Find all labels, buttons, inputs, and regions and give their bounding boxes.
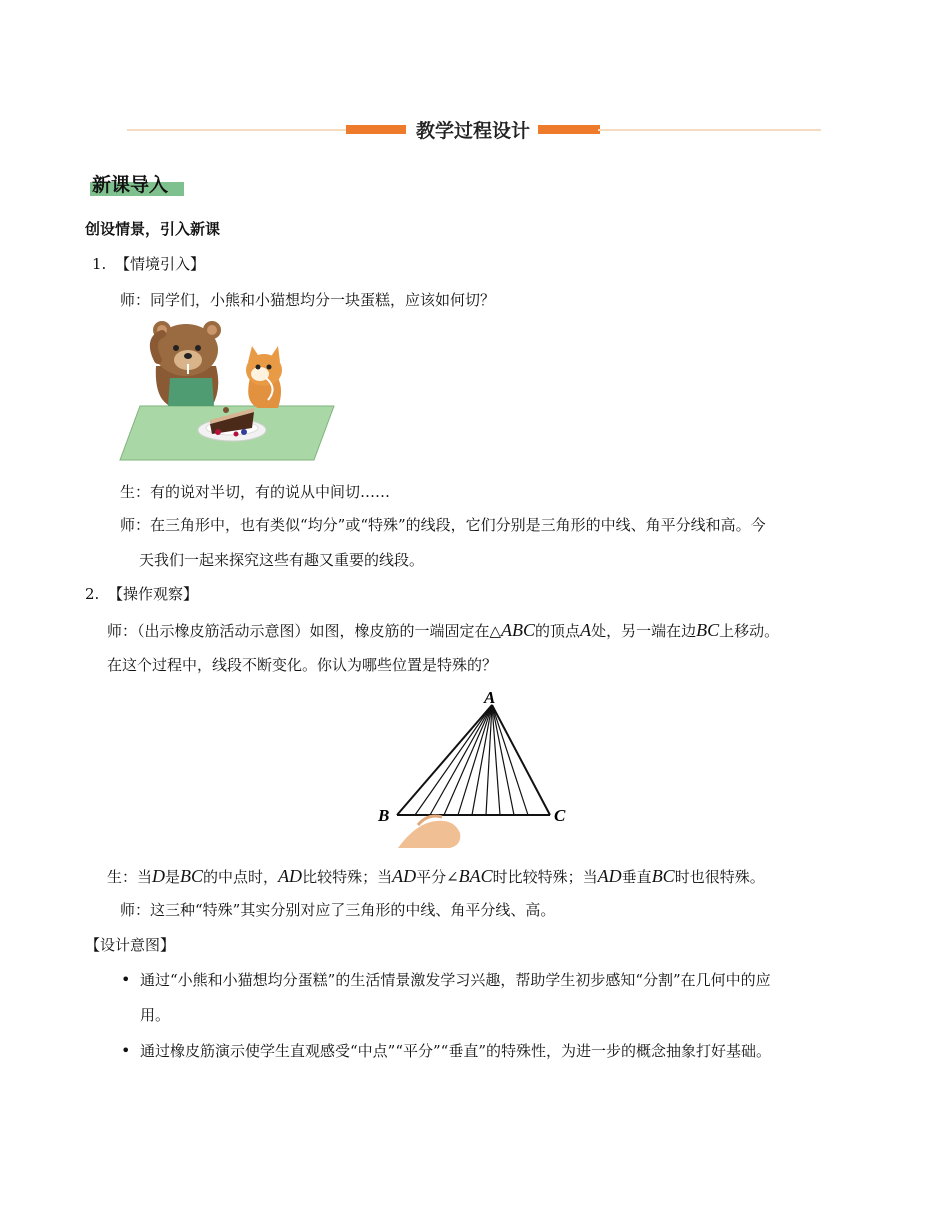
- vertex-label-c: C: [554, 806, 566, 825]
- item-1-number: 1.: [92, 255, 107, 273]
- header-bar-right: [538, 125, 600, 134]
- design-intent-title: 【设计意图】: [85, 936, 176, 954]
- design-intent-bullet-1: • 通过“小熊和小猫想均分蛋糕”的生活情景激发学习兴趣，帮助学生初步感知“分割”在几何中的应: [140, 970, 771, 990]
- teacher-instruction-line-2: 在这个过程中，线段不断变化。你认为哪些位置是特殊的？: [107, 656, 498, 674]
- header-rule-left: [127, 129, 349, 131]
- teacher-explain-line-2: 天我们一起来探究这些有趣又重要的线段。: [139, 551, 425, 569]
- page-title: 教学过程设计: [406, 116, 540, 143]
- subheading: 创设情景，引入新课: [85, 220, 221, 238]
- design-intent-bullet-1-cont: 用。: [140, 1006, 171, 1024]
- math-A: A: [580, 620, 592, 640]
- student-answer: 生：有的说对半切，有的说从中间切……: [120, 483, 391, 501]
- bear-icon: [153, 321, 221, 406]
- vertex-label-b: B: [378, 806, 390, 825]
- text-run: 的顶点: [535, 622, 581, 640]
- student-response: [107, 866, 765, 887]
- section-tag: [90, 170, 184, 196]
- bear-cat-cake-illustration: [118, 320, 336, 462]
- math-D: D: [152, 866, 166, 886]
- text-run: 的中点时，: [203, 868, 279, 886]
- text-run: 处，另一端在边: [591, 622, 697, 640]
- section-tag-label: 新课导入: [92, 174, 169, 196]
- design-intent-bullet-2: • 通过橡皮筋演示使学生直观感受“中点”“平分”“垂直”的特殊性，为进一步的概念抽象打好基础。: [140, 1041, 771, 1061]
- vertex-label-a: A: [484, 688, 496, 707]
- text-run: 垂直: [621, 868, 652, 886]
- rubber-band-triangle-figure: [370, 683, 580, 853]
- item-1-title: 【情境引入】: [115, 255, 206, 273]
- teacher-summary: 师：这三种“特殊”其实分别对应了三角形的中线、角平分线、高。: [120, 901, 556, 919]
- hand-icon: [398, 816, 460, 848]
- text-run: 师：（出示橡皮筋活动示意图）如图，橡皮筋的一端固定在△: [107, 622, 502, 640]
- cat-icon: [246, 346, 282, 408]
- math-ABC: ABC: [501, 620, 536, 640]
- teacher-question: 师：同学们，小熊和小猫想均分一块蛋糕，应该如何切？: [120, 291, 496, 309]
- text-run: 时比较特殊；当: [492, 868, 598, 886]
- teacher-instruction-line-1: [107, 620, 779, 641]
- text-run: 平分∠: [416, 868, 459, 886]
- math-BC: BC: [180, 866, 204, 886]
- header-rule-right: [598, 129, 821, 131]
- rubber-band-lines: [415, 705, 528, 815]
- math-BC: BC: [651, 866, 675, 886]
- text-run: 时也很特殊。: [674, 868, 765, 886]
- item-2-title: 【操作观察】: [108, 585, 199, 603]
- text-run: 比较特殊；当: [302, 868, 393, 886]
- math-AD: AD: [278, 866, 303, 886]
- triangle-abc: [397, 705, 550, 815]
- text-run: 上移动。: [719, 622, 780, 640]
- text-run: 生：当: [107, 868, 153, 886]
- text-run: 是: [165, 868, 181, 886]
- math-BAC: BAC: [458, 866, 493, 886]
- math-AD: AD: [597, 866, 622, 886]
- math-AD: AD: [392, 866, 417, 886]
- teacher-explain-line-1: 师：在三角形中，也有类似“均分”或“特殊”的线段，它们分别是三角形的中线、角平分线和高。今: [120, 516, 766, 534]
- item-2-number: 2.: [85, 585, 100, 603]
- math-BC: BC: [696, 620, 720, 640]
- header-bar-left: [346, 125, 408, 134]
